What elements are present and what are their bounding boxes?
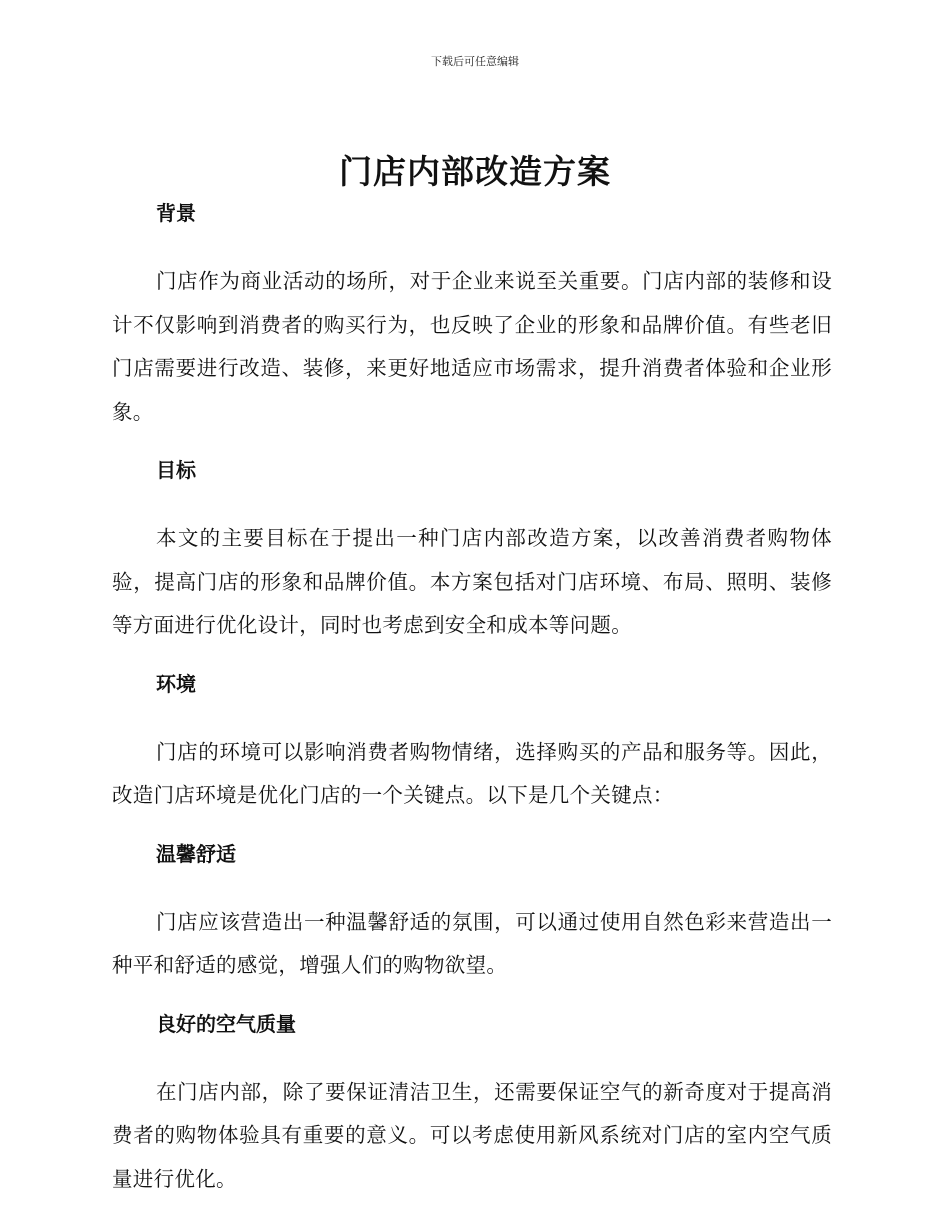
section-paragraph: 本文的主要目标在于提出一种门店内部改造方案，以改善消费者购物体验，提高门店的形象和品牌价值。本方案包括对门店环境、布局、照明、装修等方面进行优化设计，同时也考虑到安全和成本等问题。 [112, 526, 832, 637]
section-heading: 良好的空气质量 [156, 1011, 296, 1036]
section-warm-comfort [112, 841, 832, 1011]
section-heading: 背景 [156, 201, 196, 225]
section-background [112, 200, 832, 457]
section-paragraph: 门店应该营造出一种温馨舒适的氛围，可以通过使用自然色彩来营造出一种平和舒适的感觉，增强人们的购物欲望。 [112, 909, 832, 977]
page-title: 门店内部改造方案 [339, 152, 611, 191]
document-body [112, 200, 832, 1201]
section-paragraph: 门店作为商业活动的场所，对于企业来说至关重要。门店内部的装修和设计不仅影响到消费者的购买行为，也反映了企业的形象和品牌价值。有些老旧门店需要进行改造、装修，来更好地适应市场需求，提升消费者体验和企业形象。 [112, 269, 832, 424]
section-air-quality [112, 1011, 832, 1202]
header-note: 下载后可任意编辑 [431, 55, 519, 68]
section-environment [112, 671, 832, 841]
section-paragraph: 门店的环境可以影响消费者购物情绪，选择购买的产品和服务等。因此，改造门店环境是优化门店的一个关键点。以下是几个关键点： [112, 739, 832, 807]
section-paragraph: 在门店内部，除了要保证清洁卫生，还需要保证空气的新奇度对于提高消费者的购物体验具有重要的意义。可以考虑使用新风系统对门店的室内空气质量进行优化。 [112, 1079, 832, 1191]
section-goal [112, 457, 832, 671]
section-heading: 温馨舒适 [156, 841, 236, 866]
section-heading: 环境 [156, 671, 196, 696]
section-heading: 目标 [156, 458, 196, 482]
